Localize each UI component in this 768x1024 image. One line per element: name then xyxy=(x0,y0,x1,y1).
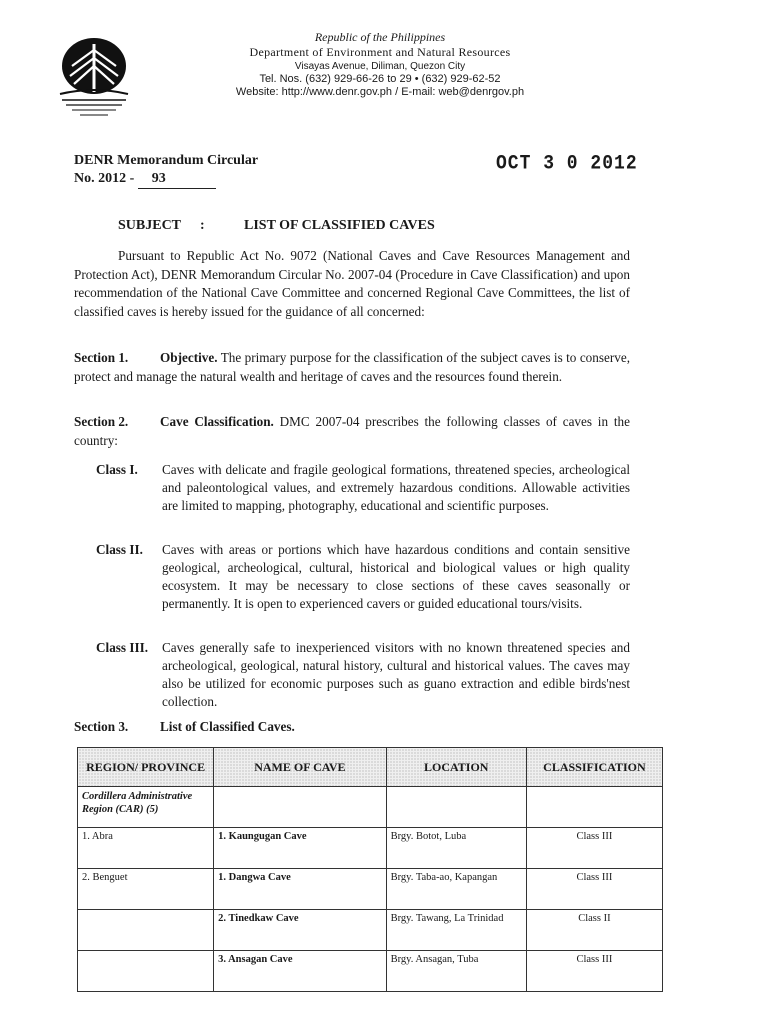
section-3-title: List of Classified Caves. xyxy=(160,719,295,734)
denr-logo xyxy=(56,36,134,118)
location-cell: Brgy. Ansagan, Tuba xyxy=(386,951,526,992)
header-region-province: REGION/ PROVINCE xyxy=(78,748,214,787)
intro-paragraph: Pursuant to Republic Act No. 9072 (National Caves and Cave Resources Management and Protection Act), DENR Memorandum Circular No. 2007-04 (Procedure in Cave Classification) and upon recommendation of the National Cave Committee and concerned Regional Cave Committees, the list of classified caves is hereby issued for the guidance of all concerned: xyxy=(74,248,630,319)
classification-cell: Class III xyxy=(526,869,662,910)
web-line: Website: http://www.denr.gov.ph / E-mail: web@denrgov.ph xyxy=(235,86,525,98)
subject-colon: : xyxy=(200,218,205,233)
table-row-region xyxy=(78,787,663,828)
table-cell-empty xyxy=(214,787,386,828)
section-3-label: Section 3. xyxy=(74,719,129,734)
section-1-text: The primary purpose for the classification of the subject caves is to conserve, protect and manage the natural wealth and heritage of caves and the resources found therein. xyxy=(74,350,630,384)
table-row xyxy=(78,869,663,910)
memo-number-line xyxy=(74,170,258,189)
region-label: Cordillera Administrative Region (CAR) (5) xyxy=(78,787,214,828)
province-cell: 1. Abra xyxy=(78,828,214,869)
subject-line xyxy=(118,218,435,234)
cave-name-cell: 1. Kaungugan Cave xyxy=(214,828,386,869)
table-cell-empty xyxy=(526,787,662,828)
class-3-label: Class III. xyxy=(96,640,149,655)
memo-title: DENR Memorandum Circular xyxy=(74,153,259,168)
province-cell xyxy=(78,910,214,951)
denr-logo-icon xyxy=(56,36,134,118)
cave-name-cell: 3. Ansagan Cave xyxy=(214,951,386,992)
memo-block xyxy=(74,152,258,189)
section-2-label: Section 2. xyxy=(74,414,129,429)
location-cell: Brgy. Taba-ao, Kapangan xyxy=(386,869,526,910)
table-header-row xyxy=(78,748,663,787)
class-1-label: Class I. xyxy=(96,462,138,477)
location-cell: Brgy. Tawang, La Trinidad xyxy=(386,910,526,951)
classification-cell: Class III xyxy=(526,828,662,869)
classification-cell: Class III xyxy=(526,951,662,992)
cave-name-cell: 2. Tinedkaw Cave xyxy=(214,910,386,951)
republic-line: Republic of the Philippines xyxy=(314,30,446,44)
section-2-title: Cave Classification. xyxy=(160,414,274,429)
header-name-of-cave: NAME OF CAVE xyxy=(214,748,386,787)
table-row xyxy=(78,910,663,951)
section-1-label: Section 1. xyxy=(74,350,129,365)
section-3 xyxy=(74,719,295,735)
section-2-text: DMC 2007-04 prescribes the following classes of caves in the country: xyxy=(74,414,630,448)
table-cell-empty xyxy=(386,787,526,828)
classified-caves-table xyxy=(77,747,663,992)
classification-cell: Class II xyxy=(526,910,662,951)
header-location: LOCATION xyxy=(386,748,526,787)
tel-line: Tel. Nos. (632) 929-66-26 to 29 • (632) 929-62-52 xyxy=(259,73,501,85)
section-2 xyxy=(74,413,630,450)
class-3-text: Caves generally safe to inexperienced visitors with no known threatened species and archeological, geological, natural history, cultural and historical values. The caves may also be utilized for economic purposes such as guano extraction and edible birds'nest collection. xyxy=(162,640,630,709)
class-2-label: Class II. xyxy=(96,542,143,557)
province-cell xyxy=(78,951,214,992)
date-stamp: OCT 3 0 2012 xyxy=(496,152,638,176)
letterhead xyxy=(160,30,600,99)
cave-name-cell: 1. Dangwa Cave xyxy=(214,869,386,910)
subject-label: SUBJECT xyxy=(118,218,182,233)
department-line: Department of Environment and Natural Resources xyxy=(249,45,511,59)
table-row xyxy=(78,828,663,869)
address-line: Visayas Avenue, Diliman, Quezon City xyxy=(294,61,466,72)
subject-title: LIST OF CLASSIFIED CAVES xyxy=(244,218,435,233)
memo-number: 93 xyxy=(138,170,216,189)
header-classification: CLASSIFICATION xyxy=(526,748,662,787)
location-cell: Brgy. Botot, Luba xyxy=(386,828,526,869)
table-row xyxy=(78,951,663,992)
memo-number-prefix: No. 2012 - xyxy=(74,171,135,186)
section-1-title: Objective. xyxy=(160,350,218,365)
section-1 xyxy=(74,349,630,386)
class-1-text: Caves with delicate and fragile geological formations, threatened species, archeological and paleontological values, and extremely hazardous conditions. Allowable activities are limited to mapping, photography, educational and scientific purposes. xyxy=(162,462,630,513)
class-2-text: Caves with areas or portions which have hazardous conditions and contain sensitive geological, archeological, cultural, historical and biological values or high quality ecosystem. It may be necessary to close sections of these caves seasonally or permanently. It is open to experienced cavers or guided educational tours/visits. xyxy=(162,542,630,611)
province-cell: 2. Benguet xyxy=(78,869,214,910)
